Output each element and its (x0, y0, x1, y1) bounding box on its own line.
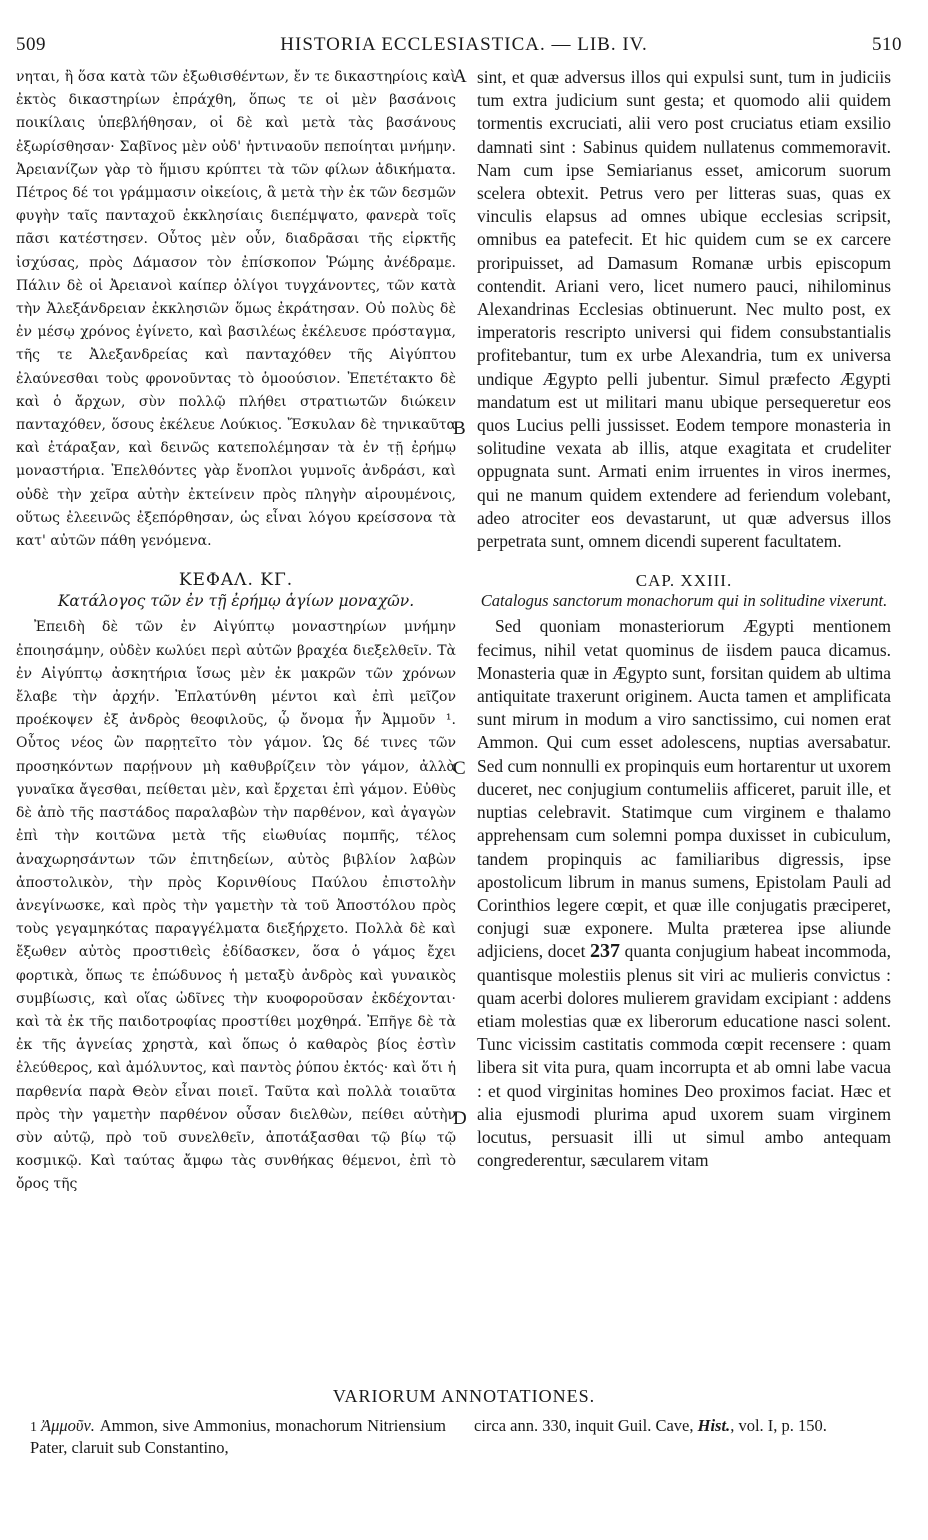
note-lemma: Ἀμμοῦν. (41, 1416, 95, 1435)
margin-letter-d: D (453, 1108, 467, 1129)
latin-chapter-title: Catalogus sanctorum monachorum qui in solitudine vixerunt. (480, 591, 888, 611)
margin-letter-a: A (453, 66, 467, 87)
annotations-title: VARIORUM ANNOTATIONES. (332, 1386, 596, 1406)
greek-column (16, 66, 456, 1197)
note-text-left: Ammon, sive Ammonius, monachorum Nitriensium Pater, claruit sub Constantino, (30, 1416, 447, 1457)
annotation-right (474, 1416, 888, 1436)
note-hist: Hist. (697, 1416, 731, 1435)
note-text-right-a: circa ann. 330, inquit Guil. Cave, (474, 1416, 694, 1435)
page-number-right: 510 (872, 34, 902, 55)
latin-chapter-heading (477, 569, 891, 609)
page-number-left: 509 (16, 34, 46, 55)
greek-paragraph-1: νηται, ἢ ὅσα κατὰ τῶν ἐξωθισθέντων, ἔν τε δικαστηρίοις καὶ ἐκτὸς δικαστηρίων ἐπράχθη, ὅπως τε οἱ μὲν βασάνοις ποικίλαις ὑπεβλήθησαν, οἱ δὲ καὶ μετὰ τὰς βασάνους ἐξωρίσθησαν· Σαβῖνος μὲν οὐδ' ἡντιναοῦν πεποίηται μνήμην. Ἀρειανίζων γὰρ τὸ ἥμισυ κρύπτει τὰ τῶν φίλων ἀδικήματα. Πέτρος δέ τοι γράμμασιν οἰκείοις, ἃ μετὰ τὴν ἐκ τῶν δεσμῶν φυγὴν ταῖς πανταχοῦ ἐκκλησίαις διεπέμψατο, φανερὰ τοῖς πᾶσι κατέστησεν. Οὗτος μὲν οὖν, διαδρᾶσαι τῆς εἱρκτῆς ἰσχύσας, πρὸς Δάμασον τὸν ἐπίσκοπον Ῥώμης ἀνέδραμε. Πάλιν δὲ οἱ Ἀρειανοὶ καίπερ ὀλίγοι τυγχάνοντες, τῶν κατὰ τὴν Ἀλεξάνδρειαν ἐκκλησιῶν ὅμως ἐκράτησαν. Οὐ πολὺς δὲ ἐν μέσῳ χρόνος ἐγίνετο, καὶ βασιλέως ἐκέλευσε πρόσταγμα, τῆς τε Ἀλεξανδρείας καὶ πανταχόθεν τῆς Αἰγύπτου ἐλαύνεσθαι τοὺς φρονοῦντας τὸ ὁμοούσιον. Ἐπετέτακτο δὲ καὶ ὁ ἄρχων, σὺν πολλῷ πλήθει στρατιωτῶν διώκειν πανταχόθεν, ὅσους ἐκέλευε Λούκιος. Ἔσκυλαν δὲ τηνικαῦτα καὶ ἐτάραξαν, καὶ δεινῶς κατεπολέμησαν τὰ ἐν τῇ ἐρήμῳ μοναστήρια. Ἐπελθόντες γὰρ ἔνοπλοι γυμνοῖς ἀνδράσι, καὶ οὐδὲ τὴν χεῖρα αὐτὴν ἐκτείνειν πρὸς πληγὴν αἱρουμένοις, οὕτως ἐλεεινῶς ἐξεπόρθησαν, ὡς εἶναι λόγου κρείσσονα τὰ κατ' αὐτῶν πάθη γενόμενα. (16, 69, 456, 550)
greek-paragraph-2: Ἐπειδὴ δὲ τῶν ἐν Αἰγύπτῳ μοναστηρίων μνήμην ἐποιησάμην, οὐδὲν κωλύει περὶ αὐτῶν βραχέα διεξελθεῖν. Τὰ ἐν Αἰγύπτῳ ἀσκητήρια ἴσως μὲν ἐκ μακρῶν τῶν χρόνων ἔλαβε τὴν ἀρχήν. Ἐπλατύνθη μέντοι καὶ ἐπὶ μεῖζον προέκοψεν ἐξ ἀνδρὸς θεοφιλοῦς, ᾧ ὄνομα ἦν Ἀμμοῦν ¹. Οὗτος νέος ὢν παρῃτεῖτο τὸν γάμον. Ὡς δέ τινες τῶν προσηκόντων παρῄνουν μὴ καθυβρίζειν τὸν γάμον, ἀλλὰ γυναῖκα ἄγεσθαι, πείθεται μὲν, καὶ ἔρχεται ἐπὶ γάμον. Εὐθὺς δὲ ἀπὸ τῆς παστάδος παραλαβὼν τὴν παρθένον, καὶ ἀγαγὼν ἐπὶ τὴν κοιτῶνα μετὰ τῆς εἰωθυίας πομπῆς, τέλος ἀναχωρησάντων τῶν ἐπιτηδείων, αὐτὸς βιβλίον λαβὼν ἀποστολικὸν, τὴν πρὸς Κορινθίους Παύλου ἐπιστολὴν ἀνεγίνωσκε, καὶ πρὸς τὴν γαμετὴν τὰ τοῦ Ἀποστόλου πρὸς τοὺς γεγαμηκότας παραγγέλματα διεξήρχετο. Πολλὰ δὲ καὶ ἔξωθεν αὐτὸς προστιθεὶς ἐδίδασκεν, ὅσα ὁ γάμος ἔχει φορτικὰ, ὅπως τε ἐπώδυνος ἡ μεταξὺ ἀνδρὸς καὶ γυναικὸς συμβίωσις, καὶ οἵας ὠδῖνες τὴν κυοφοροῦσαν ἐκδέχονται· καὶ τὰ ἐκ τῆς παιδοτροφίας προστίθει μοχθηρά. Ἐπῆγε δὲ τὰ ἐκ τῆς ἁγνείας χρηστὰ, καὶ ὅπως ὁ καθαρὸς βίος ἐστὶν ἐλεύθερος, καὶ ἀμόλυντος, καὶ παντὸς ῥύπου ἐκτός· καὶ ὅτι ἡ παρθενία παρὰ Θεὸν εἶναι ποιεῖ. Ταῦτα καὶ πολλὰ τοιαῦτα πρὸς τὴν γαμετὴν παρθένον οὖσαν διελθὼν, πείθει αὐτὴν σὺν αὐτῷ, πρὸ τοῦ συνελθεῖν, ἀποτάξασθαι τῷ βίῳ τῷ κοσμικῷ. Καὶ ταύτας ἄμφω τὰς συνθήκας θέμενοι, ἐπὶ τὸ ὄρος τῆς (16, 619, 456, 1193)
latin-paragraph-2a: Sed quoniam monasteriorum Ægypti mentionem fecimus, nihil vetat quominus de iisdem pauca dicamus. Monasteria quæ in Ægypto sunt, forsitan quidem ab ultima antiquitate traxerunt originem. Aucta tamen et amplificata sunt mirum in modum a viro sanctissimo, cui nomen erat Ammon. Qui cum esset adolescens, nuptias aversabatur. Sed cum nonnulli ex propinquis eum hortarentur ut uxorem duceret, nec conjugium contumeliis afficeret, paruit ille, et nuptias celebravit. Statimque cum virginem e thalamo apprehensam cum solemni pompa duxisset in cubiculum, tandem propinquis ac familiaribus digressis, ipse apostolicum librum in manus sumens, Epistolam Pauli ad Corinthios legere cœpit, et quæ ille conjugatis præciperet, conjugi suæ exponere. Multa præterea ipse aliunde adjiciens, docet (477, 616, 891, 962)
running-title: HISTORIA ECCLESIASTICA. — LIB. IV. (280, 34, 648, 55)
column-number: 237 (590, 940, 621, 963)
margin-letter-c: C (453, 758, 466, 779)
greek-chapter-title: Κατάλογος τῶν ἐν τῇ ἐρήμῳ ἁγίων μοναχῶν. (57, 592, 415, 611)
latin-chapter-number: CAP. XXIII. (635, 571, 733, 591)
latin-column (477, 66, 891, 1172)
note-text-right-b: , vol. I, p. 150. (730, 1416, 827, 1435)
annotation-left (30, 1416, 446, 1458)
note-number: 1 (30, 1420, 37, 1435)
greek-chapter-number: ΚΕΦΑΛ. ΚΓ. (178, 570, 294, 591)
latin-paragraph-2 (477, 615, 891, 1172)
margin-letter-b: B (453, 418, 466, 439)
latin-paragraph-2b: quanta conjugium habeat incommoda, quantisque molestiis plenus sit viri ac mulieris convictus : quam acerbi dolores mulierem gravidam excipiant : addens etiam molestias quæ ex liberorum educatione nasci solent. Tunc vicissim castitatis commoda cœpit recensere : quam libera sit vita pura, quam incorrupta et ab omni labe vacua : et quod virginitas homines Deo proximos faciat. Hæc et alia ejusmodi plurima apud uxorem suam virginem locutus, persuasit illi ut simul ambo antequam congrederentur, sæcularem vitam (477, 941, 891, 1171)
page-header (0, 30, 928, 60)
greek-chapter-heading (16, 569, 456, 610)
latin-paragraph-1: sint, et quæ adversus illos qui expulsi sunt, tum in judiciis tum extra judicium sunt gesta; et quomodo alii quidem tormentis excruciati, alii vero post cruciatus etiam exsilio damnati sint : Sabinus quidem nullatenus commemoravit. Nam cum ipse Semiarianus esset, amicorum suorum scelera obtexit. Petrus vero per litteras suas, quas ex vinculis elapsus ad omnes ubique ecclesias scripsit, omnibus ea patefecit. Et hic quidem cum se ex carcere proripuisset, ad Damasum Romanæ urbis episcopum contendit. Ariani vero, licet numero pauci, nihilominus Alexandrinas Ecclesias obtinuerunt. Nec multo post, ex imperatoris rescripto universi qui fidem consubstantialis profitebantur, tum ex urbe Alexandria, tum ex universa undique Ægypto pelli jubentur. Simul præfecto Ægypti mandatum est ut militari manu ubique persequeretur eos quos Lucius pelli jussisset. Eodem tempore monasteria in solitudine vexata ab illis, atque exagitata et crudeliter oppugnata sunt. Armati enim irruentes in viros inermes, qui ne manum quidem extendere ad feriendum volebant, adeo atrociter eos devastarunt, ut quæ adversus illos perpetrata sunt, omnem dicendi superent facultatem. (477, 67, 891, 552)
